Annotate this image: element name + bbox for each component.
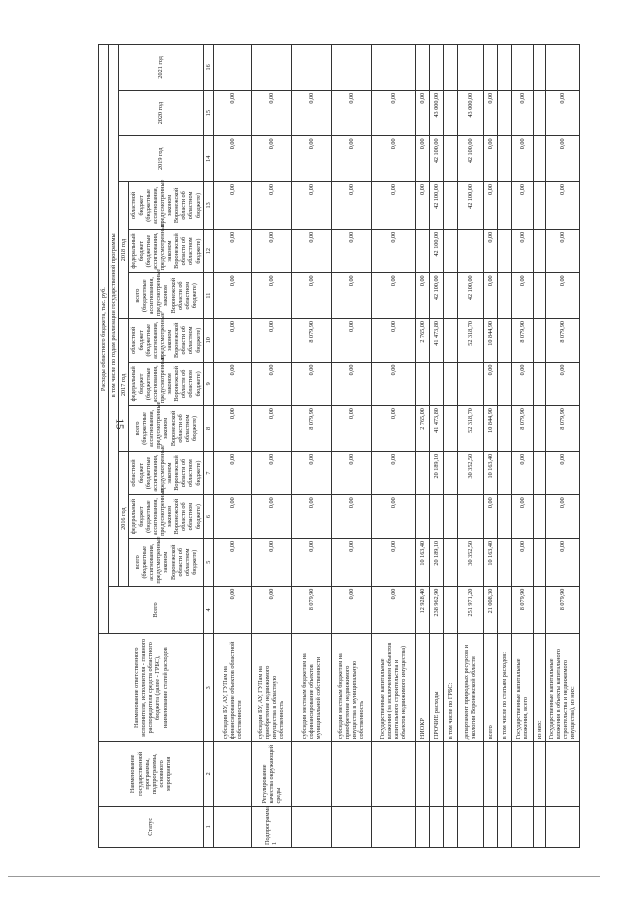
row-value [545, 45, 579, 91]
table-row [291, 45, 331, 848]
table-row [533, 45, 545, 848]
row-value: 30 352,50 [457, 451, 483, 495]
header-breakdown-title: в том числе по годам реализации государственной программы [109, 45, 119, 587]
row-value: 0,00 [291, 273, 331, 319]
row-value [457, 45, 483, 91]
row-value: 0,00 [213, 586, 251, 634]
row-value [533, 45, 545, 91]
row-value: 0,00 [545, 182, 579, 230]
row-value: 0,00 [213, 90, 251, 136]
row-value [429, 362, 443, 406]
col-number: 16 [203, 45, 213, 91]
row-value: 8 079,90 [545, 318, 579, 362]
header-vsego-2018: всего (бюджетные ассигнования, предусмотренные законом Воронежской области об областном бюджете) [129, 273, 203, 319]
row-value [497, 182, 511, 230]
row-item: ПРОЧИЕ расходы [429, 634, 443, 742]
row-value: 0,00 [251, 229, 291, 273]
row-value: 0,00 [371, 406, 415, 452]
row-value: 0,00 [511, 273, 533, 319]
col-number: 10 [203, 318, 213, 362]
row-value: 8 079,90 [511, 586, 533, 634]
col-number: 15 [203, 90, 213, 136]
header-2021: 2021 год [119, 45, 203, 91]
row-value: 0,00 [415, 273, 429, 319]
row-value [443, 182, 457, 230]
col-number: 11 [203, 273, 213, 319]
row-program [331, 742, 371, 806]
row-value [497, 586, 511, 634]
row-value: 41 473,80 [429, 318, 443, 362]
row-value: 0,00 [371, 586, 415, 634]
row-value: 0,00 [251, 182, 291, 230]
row-value: 8 079,90 [545, 406, 579, 452]
row-value: 0,00 [291, 182, 331, 230]
header-expenses-title: Расходы областного бюджета, тыс. руб. [99, 45, 109, 634]
row-value: 0,00 [251, 90, 291, 136]
row-value: 20 189,10 [429, 451, 443, 495]
row-value: 0,00 [511, 362, 533, 406]
row-value [443, 136, 457, 182]
row-item: Государственные капитальные вложения (за исключением объектов капитального строительства и объектов недвижимого имущества) [371, 634, 415, 742]
row-status [429, 806, 443, 847]
row-status [497, 806, 511, 847]
table-row [331, 45, 371, 848]
row-value: 238 962,90 [429, 586, 443, 634]
row-value [497, 318, 511, 362]
row-value: 0,00 [483, 273, 497, 319]
row-value: 0,00 [511, 538, 533, 586]
row-program [511, 742, 533, 806]
row-value: 0,00 [371, 362, 415, 406]
row-value: 0,00 [251, 273, 291, 319]
row-value [457, 362, 483, 406]
page-number: 15 [113, 418, 126, 430]
col-number: 8 [203, 406, 213, 452]
row-value: 0,00 [331, 451, 371, 495]
row-status [371, 806, 415, 847]
row-value [497, 273, 511, 319]
row-value: 0,00 [545, 451, 579, 495]
row-value: 0,00 [511, 136, 533, 182]
row-value [443, 90, 457, 136]
row-value [443, 451, 457, 495]
row-value: 0,00 [331, 229, 371, 273]
row-value [533, 406, 545, 452]
row-value: 0,00 [213, 229, 251, 273]
header-total: Всего [109, 586, 204, 634]
row-value: 0,00 [331, 538, 371, 586]
row-value: 0,00 [545, 90, 579, 136]
row-value: 10 163,40 [483, 451, 497, 495]
row-value: 0,00 [371, 538, 415, 586]
col-number: 5 [203, 538, 213, 586]
row-status [415, 806, 429, 847]
row-program: Регулирование качества окружающей среды [251, 742, 291, 806]
row-value: 0,00 [291, 90, 331, 136]
row-value: 0,00 [213, 362, 251, 406]
row-value [291, 45, 331, 91]
row-value: 10 163,40 [483, 538, 497, 586]
row-value [533, 318, 545, 362]
row-value [213, 45, 251, 91]
row-item: субсидии БУ, АУ, ГУПам на приобретение недвижимого имущества в областную собственность [251, 634, 291, 742]
row-value: 0,00 [545, 229, 579, 273]
row-value: 0,00 [251, 451, 291, 495]
col-number: 2 [203, 742, 213, 806]
row-program [483, 742, 497, 806]
row-value: 0,00 [415, 90, 429, 136]
row-value [457, 229, 483, 273]
row-value: 0,00 [415, 182, 429, 230]
col-number: 3 [203, 634, 213, 742]
row-status [331, 806, 371, 847]
header-2018: 2018 год [119, 182, 129, 319]
row-value [415, 229, 429, 273]
row-item: субсидии БУ, АУ, ГУПам на финансирование объектов областной собственности [213, 634, 251, 742]
row-value: 0,00 [331, 362, 371, 406]
row-value [443, 362, 457, 406]
col-number: 1 [203, 806, 213, 847]
row-value: 251 971,20 [457, 586, 483, 634]
row-value: 0,00 [251, 495, 291, 539]
row-value: 0,00 [213, 318, 251, 362]
table-row [483, 45, 497, 848]
row-value: 0,00 [331, 273, 371, 319]
row-value: 42 100,00 [457, 182, 483, 230]
header-2020: 2020 год [119, 90, 203, 136]
row-value [415, 362, 429, 406]
header-obl-2018: областной бюджет (бюджетные ассигнования, предусмотренные законом Воронежской области об областном бюджете) [129, 182, 203, 230]
row-value [497, 136, 511, 182]
row-value: 0,00 [331, 406, 371, 452]
row-value: 0,00 [371, 229, 415, 273]
row-value: 10 163,40 [415, 538, 429, 586]
row-value: 0,00 [331, 495, 371, 539]
row-value: 0,00 [291, 136, 331, 182]
table-row [251, 45, 291, 848]
row-value [533, 495, 545, 539]
row-value [415, 495, 429, 539]
row-value [443, 495, 457, 539]
col-number: 13 [203, 182, 213, 230]
row-value: 20 189,10 [429, 538, 443, 586]
table-row [545, 45, 579, 848]
row-value: 41 473,80 [429, 406, 443, 452]
row-status [443, 806, 457, 847]
row-value: 0,00 [291, 451, 331, 495]
budget-table [98, 44, 580, 848]
row-item: НИОКР [415, 634, 429, 742]
row-status [533, 806, 545, 847]
row-status: Подпрограмма 1 [251, 806, 291, 847]
col-number: 7 [203, 451, 213, 495]
row-value [497, 451, 511, 495]
row-status [457, 806, 483, 847]
row-value: 0,00 [331, 136, 371, 182]
row-program [371, 742, 415, 806]
row-value: 0,00 [251, 586, 291, 634]
row-value [443, 538, 457, 586]
row-value [415, 45, 429, 91]
row-value: 10 844,90 [483, 318, 497, 362]
row-value [497, 495, 511, 539]
row-value: 0,00 [371, 495, 415, 539]
row-value [251, 45, 291, 91]
row-value [429, 45, 443, 91]
row-value [415, 451, 429, 495]
row-value [497, 45, 511, 91]
row-status [511, 806, 533, 847]
row-value: 0,00 [545, 362, 579, 406]
row-value: 0,00 [483, 229, 497, 273]
row-value: 42 100,00 [429, 229, 443, 273]
row-value [331, 45, 371, 91]
header-2019: 2019 год [119, 136, 203, 182]
row-value: 8 079,90 [545, 586, 579, 634]
row-value: 0,00 [511, 495, 533, 539]
row-value: 43 000,00 [457, 90, 483, 136]
table-row [497, 45, 511, 848]
header-fed-2018: федеральный бюджет (бюджетные ассигнования, предусмотренные законом Воронежской области об областном бюджете) [129, 229, 203, 273]
table-row [443, 45, 457, 848]
row-value: 2 765,00 [415, 318, 429, 362]
row-value [483, 45, 497, 91]
row-value: 0,00 [251, 538, 291, 586]
row-value: 42 100,00 [429, 273, 443, 319]
row-program [533, 742, 545, 806]
row-item: всего [483, 634, 497, 742]
row-status [213, 806, 251, 847]
row-value: 0,00 [545, 495, 579, 539]
row-value: 8 079,90 [511, 406, 533, 452]
row-program [213, 742, 251, 806]
row-value: 0,00 [483, 136, 497, 182]
row-value [497, 538, 511, 586]
row-item: субсидии местным бюджетам на софинансирование объектов муниципальной собственности [291, 634, 331, 742]
table-row [213, 45, 251, 848]
row-value: 0,00 [291, 495, 331, 539]
row-value: 0,00 [213, 406, 251, 452]
row-value: 0,00 [251, 318, 291, 362]
row-value: 12 928,40 [415, 586, 429, 634]
table-row [371, 45, 415, 848]
row-item: субсидии местным бюджетам на приобретение недвижимого имущества в муниципальную собственность [331, 634, 371, 742]
row-value: 21 008,30 [483, 586, 497, 634]
row-value: 0,00 [213, 538, 251, 586]
row-value: 8 079,90 [291, 406, 331, 452]
row-value [429, 495, 443, 539]
row-value: 0,00 [291, 229, 331, 273]
row-value [533, 136, 545, 182]
row-item: департамент природных ресурсов и экологии Воронежской области [457, 634, 483, 742]
col-number: 14 [203, 136, 213, 182]
row-value [497, 90, 511, 136]
row-value: 0,00 [483, 90, 497, 136]
row-value: 52 318,70 [457, 318, 483, 362]
row-value: 0,00 [331, 90, 371, 136]
table-row [511, 45, 533, 848]
row-value [443, 229, 457, 273]
row-value: 0,00 [213, 182, 251, 230]
row-value: 2 765,00 [415, 406, 429, 452]
row-program [443, 742, 457, 806]
col-number: 12 [203, 229, 213, 273]
row-value: 0,00 [511, 229, 533, 273]
row-value [533, 538, 545, 586]
row-value: 0,00 [545, 538, 579, 586]
header-2017: 2017 год [119, 318, 129, 451]
row-value: 0,00 [415, 136, 429, 182]
row-item: из них: [533, 634, 545, 742]
row-value [533, 273, 545, 319]
row-value: 0,00 [371, 136, 415, 182]
row-value: 0,00 [545, 273, 579, 319]
row-value: 0,00 [291, 362, 331, 406]
row-value: 0,00 [511, 451, 533, 495]
row-status [545, 806, 579, 847]
row-item: Государственные капитальные вложения в объекты капитального строительства и недвижимого имущества), из них: [545, 634, 579, 742]
budget-table-sheet [98, 44, 622, 848]
row-value [443, 318, 457, 362]
row-value [443, 45, 457, 91]
row-value: 0,00 [331, 586, 371, 634]
row-value: 0,00 [511, 90, 533, 136]
row-item: в том числе по статьям расходов: [497, 634, 511, 742]
row-status [483, 806, 497, 847]
row-item: в том числе по ГРБС: [443, 634, 457, 742]
row-value: 42 100,00 [457, 273, 483, 319]
header-2016: 2016 год [119, 451, 129, 586]
row-value: 43 000,00 [429, 90, 443, 136]
row-value: 10 844,90 [483, 406, 497, 452]
row-value [497, 406, 511, 452]
row-value [443, 586, 457, 634]
row-value [497, 362, 511, 406]
table-row [457, 45, 483, 848]
table-row [415, 45, 429, 848]
row-program [429, 742, 443, 806]
col-number: 4 [203, 586, 213, 634]
row-value: 0,00 [371, 451, 415, 495]
row-value [533, 586, 545, 634]
row-value [497, 229, 511, 273]
row-value: 0,00 [213, 495, 251, 539]
row-value: 8 079,90 [291, 586, 331, 634]
row-value [533, 90, 545, 136]
row-program [497, 742, 511, 806]
row-value: 0,00 [371, 182, 415, 230]
col-number: 6 [203, 495, 213, 539]
row-value: 0,00 [213, 273, 251, 319]
row-value [533, 362, 545, 406]
header-program-name: Наименование государственной программы, подпрограммы, основного мероприятия [99, 742, 204, 806]
row-value: 0,00 [291, 538, 331, 586]
row-program [457, 742, 483, 806]
row-value: 42 100,00 [429, 182, 443, 230]
header-executor: Наименование ответственного исполнителя, исполнителя - главного распорядителя средств областного бюджета (далее - ГРБС), наименование статей расходов [99, 634, 204, 742]
row-value: 8 079,90 [511, 318, 533, 362]
row-value [533, 229, 545, 273]
row-value: 0,00 [331, 318, 371, 362]
row-value: 8 079,90 [291, 318, 331, 362]
row-value: 0,00 [371, 273, 415, 319]
header-obl-2016: областной бюджет (бюджетные ассигнования, предусмотренные законом Воронежской области об областном бюджете) [129, 451, 203, 495]
header-vsego-2017: всего (бюджетные ассигнования, предусмотренные законом Воронежской области об областном бюджете) [129, 406, 203, 452]
row-value: 42 100,00 [429, 136, 443, 182]
table-row [429, 45, 443, 848]
row-value: 0,00 [213, 136, 251, 182]
row-value [533, 451, 545, 495]
row-value: 0,00 [483, 362, 497, 406]
header-status: Статус [99, 806, 204, 847]
col-number: 9 [203, 362, 213, 406]
row-value: 0,00 [545, 136, 579, 182]
row-program [415, 742, 429, 806]
row-value: 0,00 [483, 182, 497, 230]
row-value: 0,00 [331, 182, 371, 230]
row-program [545, 742, 579, 806]
header-vsego-2016: всего (бюджетные ассигнования, предусмотренные законом Воронежской области об областном бюджете) [129, 538, 203, 586]
row-value: 0,00 [251, 406, 291, 452]
row-value [533, 182, 545, 230]
header-fed-2016: федеральный бюджет (бюджетные ассигнования, предусмотренные законом Воронежской области об областном бюджете) [129, 495, 203, 539]
row-value: 0,00 [511, 182, 533, 230]
row-value: 0,00 [371, 318, 415, 362]
row-value: 0,00 [251, 136, 291, 182]
row-value: 0,00 [483, 495, 497, 539]
row-value: 0,00 [213, 451, 251, 495]
row-value: 0,00 [251, 362, 291, 406]
row-value: 42 100,00 [457, 136, 483, 182]
row-value [443, 406, 457, 452]
row-value: 52 318,70 [457, 406, 483, 452]
row-value [511, 45, 533, 91]
header-obl-2017: областной бюджет (бюджетные ассигнования, предусмотренные законом Воронежской области об областном бюджете) [129, 318, 203, 362]
row-program [291, 742, 331, 806]
row-value [443, 273, 457, 319]
header-fed-2017: федеральный бюджет (бюджетные ассигнования, предусмотренные законом Воронежской области об областном бюджете) [129, 362, 203, 406]
row-value [457, 495, 483, 539]
row-value: 30 352,50 [457, 538, 483, 586]
column-number-row [203, 45, 213, 848]
row-value: 0,00 [371, 90, 415, 136]
row-value [371, 45, 415, 91]
page-bottom-rule [8, 876, 600, 877]
row-status [291, 806, 331, 847]
row-item: Государственные капитальные вложения, всего [511, 634, 533, 742]
